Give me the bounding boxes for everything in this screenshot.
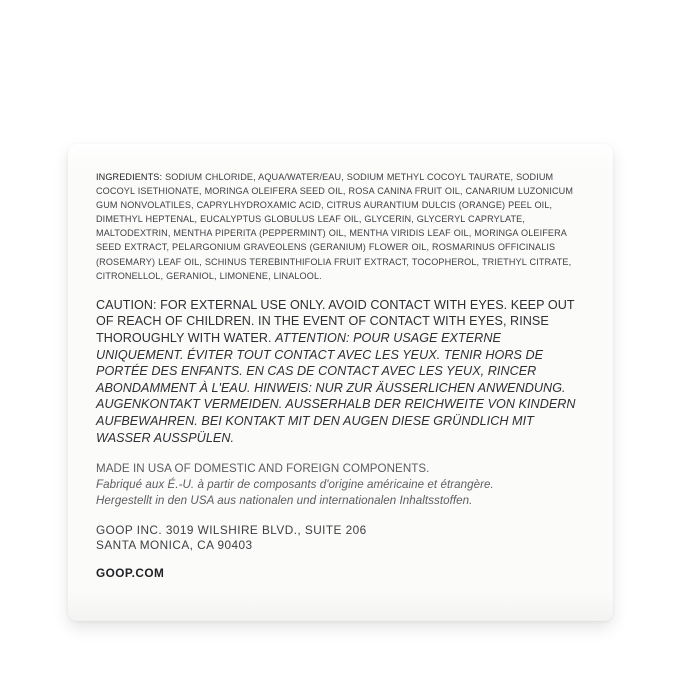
caution-paragraph: [96, 297, 585, 446]
caution-text-english: CAUTION: FOR EXTERNAL USE ONLY. AVOID CONTACT WITH EYES. KEEP OUT OF REACH OF CHILDREN. IN THE EVENT OF CONTACT WITH EYES, RINSE THOROUGHLY WITH WATER.: [96, 297, 575, 345]
ingredients-paragraph: [96, 170, 585, 283]
ingredients-label: INGREDIENTS:: [96, 172, 163, 182]
origin-text-english: MADE IN USA OF DOMESTIC AND FOREIGN COMPONENTS.: [96, 462, 430, 476]
product-label-panel: [68, 144, 613, 621]
origin-text-german: Hergestellt in den USA aus nationalen und internationalen Inhaltsstoffen.: [96, 494, 473, 508]
ingredients-list: SODIUM CHLORIDE, AQUA/WATER/EAU, SODIUM METHYL COCOYL TAURATE, SODIUM COCOYL ISETHIONATE, MORINGA OLEIFERA SEED OIL, ROSA CANINA FRUIT OIL, CANARIUM LUZONICUM GUM NONVOLATILES, CAPRYLHYDROXAMIC ACID, CITRUS AURANTIUM DULCIS (ORANGE) PEEL OIL, DIMETHYL HEPTENAL, EUCALYPTUS GLOBULUS LEAF OIL, GLYCERIN, GLYCERYL CAPRYLATE, MALTODEXTRIN, MENTHA PIPERITA (PEPPERMINT) OIL, MENTHA VIRIDIS LEAF OIL, MORINGA OLEIFERA SEED EXTRACT, PELARGONIUM GRAVEOLENS (GERANIUM) FLOWER OIL, ROSMARINUS OFFICINALIS (ROSEMARY) LEAF OIL, SCHINUS TEREBINTHIFOLIA FRUIT EXTRACT, TOCOPHEROL, TRIETHYL CITRATE, CITRONELLOL, GERANIOL, LIMONENE, LINALOOL.: [96, 172, 574, 281]
company-address: [96, 523, 585, 554]
address-line-2: SANTA MONICA, CA 90403: [96, 538, 253, 553]
address-line-1: GOOP INC. 3019 WILSHIRE BLVD., SUITE 206: [96, 522, 367, 537]
caution-text-french-german: ATTENTION: POUR USAGE EXTERNE UNIQUEMENT. ÉVITER TOUT CONTACT AVEC LES YEUX. TENIR HORS DE PORTÉE DES ENFANTS. EN CAS DE CONTACT AVEC LES YEUX, RINCER ABONDAMMENT À L'EAU. HINWEIS: NUR ZUR ÄUSSERLICHEN ANWENDUNG. AUGENKONTAKT VERMEIDEN. AUSSERHALB DER REICHWEITE VON KINDERN AUFBEWAHREN. BEI KONTAKT MIT DEN AUGEN DIESE GRÜNDLICH MIT WASSER AUSSPÜLEN.: [96, 330, 576, 445]
origin-paragraph: [96, 461, 585, 509]
origin-text-french: Fabriqué aux É.-U. à partir de composants d'origine américaine et étrangère.: [96, 477, 494, 491]
website-url: GOOP.COM: [96, 565, 165, 580]
